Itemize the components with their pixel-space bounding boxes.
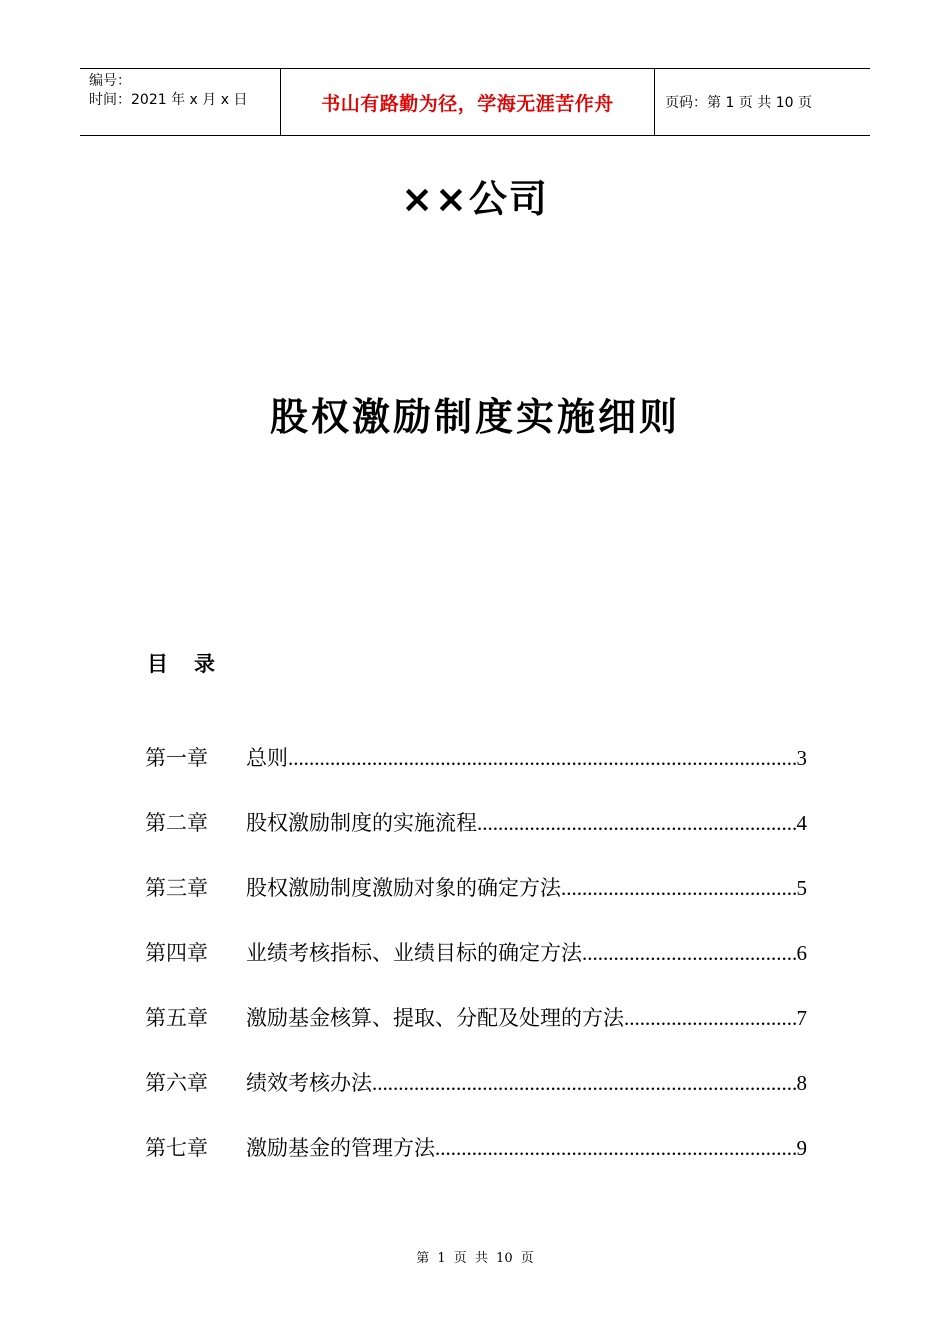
toc-leader-dots <box>288 746 797 771</box>
page-footer: 第 1 页 共 10 页 <box>416 1251 534 1266</box>
header-motto: 书山有路勤为径，学海无涯苦作舟 <box>281 69 655 135</box>
toc-item[interactable] <box>145 1002 807 1067</box>
toc-page-number: 7 <box>796 1006 807 1030</box>
toc-leader-dots <box>477 811 797 836</box>
toc-title: 总则 <box>246 746 288 770</box>
toc-item[interactable] <box>145 742 807 807</box>
toc-title: 股权激励制度激励对象的确定方法 <box>246 876 561 900</box>
toc-chapter: 第五章 <box>145 1006 208 1030</box>
header-number: 编号： <box>89 73 131 89</box>
header-page-info: 页码：第 1 页 共 10 页 <box>665 95 812 111</box>
toc-item[interactable] <box>145 937 807 1002</box>
toc-title: 业绩考核指标、业绩目标的确定方法 <box>246 941 582 965</box>
toc-page-number: 6 <box>796 941 807 965</box>
toc-page-number: 5 <box>796 876 807 900</box>
toc-chapter: 第七章 <box>145 1136 208 1160</box>
company-name: ××公司 <box>401 177 549 221</box>
toc-title: 激励基金的管理方法 <box>246 1136 435 1160</box>
toc-title: 绩效考核办法 <box>246 1071 372 1095</box>
toc-heading: 目录 <box>147 652 241 676</box>
toc-page-number: 3 <box>796 746 807 770</box>
table-of-contents <box>145 742 807 1197</box>
toc-leader-dots <box>582 941 797 966</box>
header-time: 时间：2021 年 x 月 x 日 <box>89 92 248 108</box>
toc-item[interactable] <box>145 1067 807 1132</box>
toc-leader-dots <box>372 1071 797 1096</box>
document-title: 股权激励制度实施细则 <box>269 394 680 439</box>
toc-leader-dots <box>435 1136 797 1161</box>
toc-item[interactable] <box>145 872 807 937</box>
header-table <box>80 68 870 136</box>
toc-page-number: 8 <box>796 1071 807 1095</box>
toc-page-number: 4 <box>796 811 807 835</box>
toc-chapter: 第三章 <box>145 876 208 900</box>
toc-title: 激励基金核算、提取、分配及处理的方法 <box>246 1006 624 1030</box>
toc-chapter: 第六章 <box>145 1071 208 1095</box>
toc-item[interactable] <box>145 1132 807 1197</box>
toc-leader-dots <box>561 876 797 901</box>
toc-chapter: 第四章 <box>145 941 208 965</box>
toc-leader-dots <box>624 1006 797 1031</box>
toc-chapter: 第一章 <box>145 746 208 770</box>
header-meta-cell <box>80 69 281 135</box>
toc-item[interactable] <box>145 807 807 872</box>
toc-title: 股权激励制度的实施流程 <box>246 811 477 835</box>
toc-page-number: 9 <box>796 1136 807 1160</box>
toc-chapter: 第二章 <box>145 811 208 835</box>
